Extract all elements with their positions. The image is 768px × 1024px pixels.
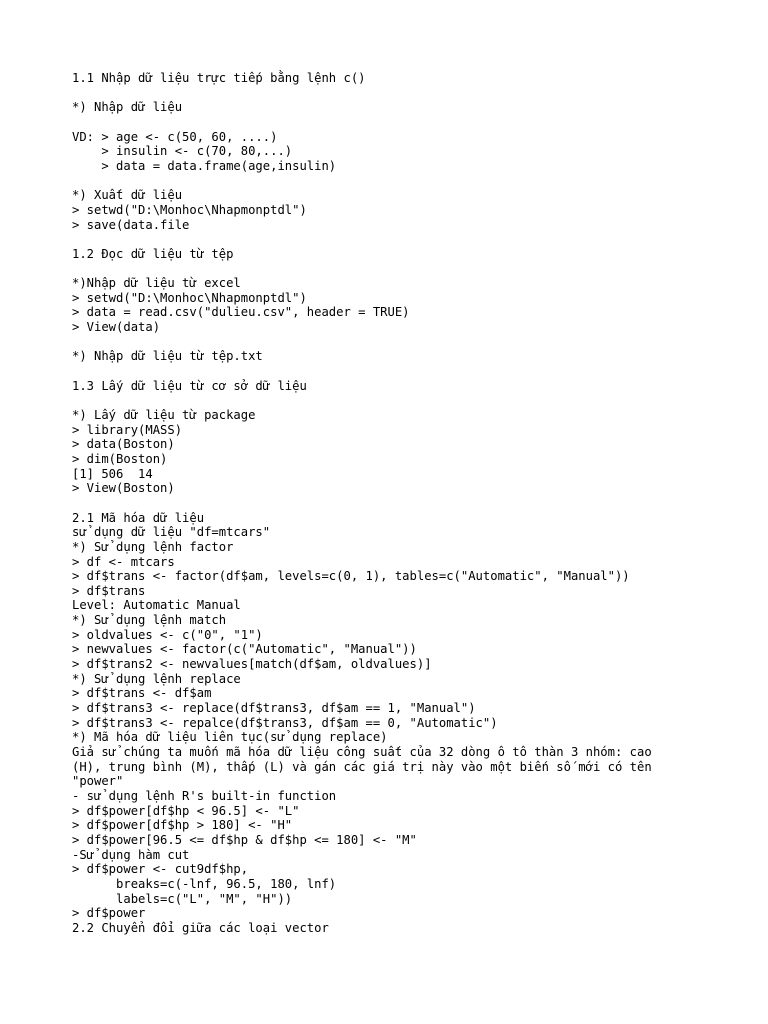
text-line: 1.2 Đọc dữ liệu từ tệp (72, 246, 234, 261)
text-line: [1] 506 14 (72, 466, 153, 481)
text-line: > View(Boston) (72, 481, 175, 496)
text-line: > df$trans3 <- replace(df$trans3, df$am == 1, "Manual") (72, 701, 476, 716)
text-line: *) Sử dụng lệnh factor (72, 539, 234, 554)
text-line: *) Nhập dữ liệu (72, 100, 183, 115)
text-line: > newvalues <- factor(c("Automatic", "Manual")) (72, 642, 417, 657)
text-line: 2.1 Mã hóa dữ liệu (72, 510, 205, 525)
text-line: Giả sử chúng ta muốn mã hóa dữ liệu công suất của 32 dòng ô tô thàn 3 nhóm: cao (72, 745, 652, 760)
text-line (72, 174, 762, 189)
text-line (72, 364, 762, 379)
text-line: 1.1 Nhập dữ liệu trực tiếp bằng lệnh c() (72, 71, 366, 85)
text-line: > df <- mtcars (72, 554, 175, 569)
text-line: > View(data) (72, 320, 161, 335)
text-line: > df$power (72, 906, 146, 921)
text-line: > setwd("D:\Monhoc\Nhapmonptdl") (72, 290, 307, 305)
text-line: "power" (72, 774, 124, 789)
text-line: > df$trans <- df$am (72, 686, 212, 701)
text-line: > oldvalues <- c("0", "1") (72, 627, 263, 642)
text-line (72, 232, 762, 247)
text-line: (H), trung bình (M), thấp (L) và gán các giá trị này vào một biến số mới có tên (72, 759, 652, 774)
text-line (72, 261, 762, 276)
text-line (72, 496, 762, 511)
text-line (72, 335, 762, 350)
text-line: > df$trans2 <- newvalues[match(df$am, oldvalues)] (72, 657, 432, 672)
text-line: *) Mã hóa dữ liệu liên tục(sử dụng replace) (72, 730, 388, 745)
text-line: > dim(Boston) (72, 451, 168, 466)
text-line: > df$power[df$hp > 180] <- "H" (72, 818, 293, 833)
text-line: Level: Automatic Manual (72, 598, 241, 613)
text-line: labels=c("L", "M", "H")) (72, 891, 293, 906)
document-text (72, 71, 762, 936)
text-line: > df$power <- cut9df$hp, (72, 862, 249, 877)
text-line: 2.2 Chuyển đổi giữa các loại vector (72, 920, 329, 935)
text-line: sử dụng dữ liệu "df=mtcars" (72, 525, 271, 540)
text-line: - sử dụng lệnh R's built-in function (72, 789, 337, 804)
text-line: > data(Boston) (72, 437, 175, 452)
text-line (72, 86, 762, 101)
text-line (72, 393, 762, 408)
text-line: *) Nhập dữ liệu từ tệp.txt (72, 349, 263, 364)
text-line: *) Lấy dữ liệu từ package (72, 407, 256, 422)
text-line: > insulin <- c(70, 80,...) (72, 144, 293, 159)
text-line: > df$trans3 <- repalce(df$trans3, df$am == 0, "Automatic") (72, 715, 498, 730)
text-line: > data = read.csv("dulieu.csv", header = TRUE) (72, 305, 410, 320)
text-line: *) Sử dụng lệnh match (72, 613, 227, 628)
text-line: > save(data.file (72, 217, 190, 232)
text-line: breaks=c(-lnf, 96.5, 180, lnf) (72, 876, 337, 891)
text-line: 1.3 Lấy dữ liệu từ cơ sở dữ liệu (72, 378, 307, 393)
text-line (72, 115, 762, 130)
text-line: -Sử dụng hàm cut (72, 847, 190, 862)
text-line: *)Nhập dữ liệu từ excel (72, 276, 241, 291)
text-line: > df$power[96.5 <= df$hp & df$hp <= 180] <- "M" (72, 832, 417, 847)
text-line: *) Xuất dữ liệu (72, 188, 183, 203)
text-line: > df$trans <- factor(df$am, levels=c(0, 1), tables=c("Automatic", "Manual")) (72, 569, 630, 584)
text-line: VD: > age <- c(50, 60, ....) (72, 129, 278, 144)
text-line: > df$power[df$hp < 96.5] <- "L" (72, 803, 300, 818)
text-line: *) Sử dụng lệnh replace (72, 671, 241, 686)
text-line: > setwd("D:\Monhoc\Nhapmonptdl") (72, 202, 307, 217)
text-line: > data = data.frame(age,insulin) (72, 158, 337, 173)
text-line: > library(MASS) (72, 422, 183, 437)
text-line: > df$trans (72, 583, 146, 598)
